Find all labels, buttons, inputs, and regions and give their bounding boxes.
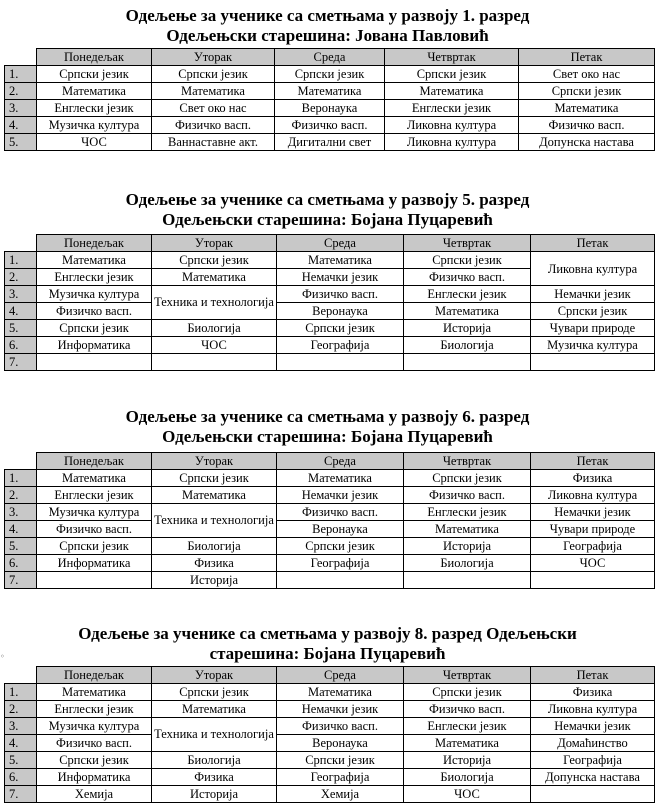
table-cell: Немачки језик (531, 504, 655, 521)
table-cell: Енглески језик (37, 269, 152, 286)
table-cell: Физичко васп. (277, 718, 404, 735)
day-header: Понедељак (37, 235, 152, 252)
table-cell: Српски језик (531, 303, 655, 320)
table-cell: Информатика (37, 337, 152, 354)
table-row (5, 100, 655, 117)
table-cell: Историја (404, 538, 531, 555)
table-row (5, 487, 655, 504)
table-cell: Техника и технологија (152, 718, 277, 752)
table-cell: Историја (152, 572, 277, 589)
table-cell: Српски језик (277, 752, 404, 769)
table-cell: Енглески језик (37, 100, 152, 117)
table-cell: Веронаука (277, 303, 404, 320)
paragraph-marker-icon: ◦ (0, 652, 5, 661)
table-row (5, 134, 655, 151)
table-cell: Хемија (37, 786, 152, 803)
table-cell: Енглески језик (385, 100, 519, 117)
table-cell (152, 354, 277, 371)
table-row (5, 701, 655, 718)
table-cell: Ликовна култура (531, 487, 655, 504)
period-number: 6. (5, 337, 37, 354)
table-cell: Ваннаставне акт. (152, 134, 275, 151)
table-cell (37, 572, 152, 589)
header-row (5, 235, 655, 252)
schedule-table-4 (4, 666, 655, 803)
period-number: 6. (5, 555, 37, 572)
table-cell: Физичко васп. (519, 117, 655, 134)
table-cell: Српски језик (404, 470, 531, 487)
table-cell: Српски језик (519, 83, 655, 100)
table-cell: Дигитални свет (275, 134, 385, 151)
table-cell: Допунска настава (519, 134, 655, 151)
table-cell: Музичка култура (37, 286, 152, 303)
table-cell: Физика (531, 684, 655, 701)
table-cell: Географија (277, 337, 404, 354)
table-cell: Српски језик (404, 252, 531, 269)
table-cell: Математика (277, 470, 404, 487)
table-cell: Немачки језик (277, 701, 404, 718)
table-cell: Информатика (37, 769, 152, 786)
table-cell: Физика (152, 555, 277, 572)
table-row (5, 354, 655, 371)
table-row (5, 504, 655, 521)
table-cell: Математика (404, 735, 531, 752)
table-row (5, 117, 655, 134)
table-cell: Српски језик (277, 320, 404, 337)
period-number: 4. (5, 521, 37, 538)
corner-cell (5, 453, 37, 470)
schedule-table-3 (4, 452, 655, 589)
schedule-table-1 (4, 48, 655, 151)
corner-cell (5, 667, 37, 684)
table-cell: Немачки језик (531, 718, 655, 735)
table-cell: Свет око нас (519, 66, 655, 83)
table-cell: Српски језик (404, 684, 531, 701)
table-cell: Географија (531, 538, 655, 555)
table-cell: Српски језик (385, 66, 519, 83)
table-row (5, 252, 655, 269)
day-header: Уторак (152, 667, 277, 684)
day-header: Четвртак (385, 49, 519, 66)
table-cell: Физичко васп. (404, 487, 531, 504)
table-cell: Биологија (404, 555, 531, 572)
table-cell: ЧОС (404, 786, 531, 803)
table-cell (277, 572, 404, 589)
table-cell: Допунска настава (531, 769, 655, 786)
period-number: 7. (5, 786, 37, 803)
day-header: Понедељак (37, 453, 152, 470)
table-cell: Чувари природе (531, 320, 655, 337)
table-cell: Српски језик (277, 538, 404, 555)
table-cell: Техника и технологија (152, 286, 277, 320)
table-row (5, 303, 655, 320)
table-row (5, 572, 655, 589)
section-title: Одељење за ученике са сметњама у развоју 8. разред Одељењски (78, 624, 577, 643)
table-cell: Физичко васп. (37, 303, 152, 320)
table-row (5, 320, 655, 337)
table-row (5, 538, 655, 555)
table-cell: Математика (385, 83, 519, 100)
section-subtitle: Одељењски старешина: Бојана Пуцаревић (162, 427, 493, 446)
day-header: Понедељак (37, 49, 152, 66)
schedule-table-2 (4, 234, 655, 371)
table-row (5, 718, 655, 735)
table-cell: Веронаука (277, 735, 404, 752)
table-cell: Ликовна култура (531, 701, 655, 718)
table-cell: Српски језик (152, 684, 277, 701)
table-cell: Немачки језик (277, 487, 404, 504)
header-row (5, 49, 655, 66)
period-number: 2. (5, 83, 37, 100)
table-cell: Чувари природе (531, 521, 655, 538)
table-cell: Математика (275, 83, 385, 100)
day-header: Четвртак (404, 235, 531, 252)
day-header: Среда (275, 49, 385, 66)
table-cell: Домаћинство (531, 735, 655, 752)
period-number: 1. (5, 684, 37, 701)
table-cell: Математика (37, 684, 152, 701)
table-cell: Географија (277, 769, 404, 786)
table-cell: Музичка култура (37, 718, 152, 735)
period-number: 4. (5, 735, 37, 752)
day-header: Уторак (152, 453, 277, 470)
table-row (5, 83, 655, 100)
table-cell (531, 786, 655, 803)
table-cell: Математика (152, 701, 277, 718)
period-number: 7. (5, 572, 37, 589)
day-header: Петак (531, 453, 655, 470)
table-cell: Математика (37, 252, 152, 269)
period-number: 1. (5, 252, 37, 269)
table-row (5, 470, 655, 487)
table-cell: Свет око нас (152, 100, 275, 117)
table-cell: Музичка култура (37, 117, 152, 134)
table-cell: Српски језик (152, 470, 277, 487)
table-cell: Ликовна култура (531, 252, 655, 286)
period-number: 2. (5, 701, 37, 718)
table-cell: Енглески језик (404, 286, 531, 303)
table-cell: Музичка култура (37, 504, 152, 521)
table-cell (404, 354, 531, 371)
header-row (5, 667, 655, 684)
table-cell: Веронаука (277, 521, 404, 538)
section-subtitle: старешина: Бојана Пуцаревић (209, 644, 446, 663)
period-number: 7. (5, 354, 37, 371)
period-number: 3. (5, 100, 37, 117)
section-subtitle: Одељењски старешина: Јована Павловић (166, 26, 489, 45)
table-cell: Математика (519, 100, 655, 117)
schedule-section-1 (0, 6, 655, 46)
day-header: Среда (277, 453, 404, 470)
period-number: 4. (5, 303, 37, 320)
table-cell (531, 572, 655, 589)
table-cell: Математика (277, 684, 404, 701)
period-number: 3. (5, 504, 37, 521)
period-number: 5. (5, 320, 37, 337)
day-header: Среда (277, 235, 404, 252)
table-cell: Српски језик (37, 320, 152, 337)
period-number: 1. (5, 470, 37, 487)
table-cell: Физичко васп. (152, 117, 275, 134)
period-number: 2. (5, 269, 37, 286)
table-cell (531, 354, 655, 371)
table-row (5, 735, 655, 752)
table-cell: Математика (37, 470, 152, 487)
table-cell: Физика (152, 769, 277, 786)
table-cell: Српски језик (37, 66, 152, 83)
day-header: Среда (277, 667, 404, 684)
table-cell: Географија (531, 752, 655, 769)
period-number: 5. (5, 134, 37, 151)
table-row (5, 286, 655, 303)
table-cell: Математика (404, 303, 531, 320)
table-cell: Физичко васп. (275, 117, 385, 134)
period-number: 6. (5, 769, 37, 786)
day-header: Петак (519, 49, 655, 66)
table-cell: Биологија (404, 769, 531, 786)
day-header: Уторак (152, 235, 277, 252)
schedule-section-2 (0, 190, 655, 230)
table-cell (37, 354, 152, 371)
table-cell: Хемија (277, 786, 404, 803)
table-cell: Техника и технологија (152, 504, 277, 538)
table-cell: Биологија (404, 337, 531, 354)
table-cell: Физичко васп. (277, 504, 404, 521)
day-header: Четвртак (404, 667, 531, 684)
day-header: Понедељак (37, 667, 152, 684)
table-cell: Енглески језик (37, 487, 152, 504)
day-header: Четвртак (404, 453, 531, 470)
table-cell: Историја (404, 320, 531, 337)
table-cell: Биологија (152, 320, 277, 337)
table-cell: ЧОС (531, 555, 655, 572)
period-number: 5. (5, 752, 37, 769)
table-cell: ЧОС (152, 337, 277, 354)
period-number: 3. (5, 286, 37, 303)
period-number: 4. (5, 117, 37, 134)
day-header: Уторак (152, 49, 275, 66)
table-row (5, 769, 655, 786)
table-cell: Математика (152, 83, 275, 100)
section-subtitle: Одељењски старешина: Бојана Пуцаревић (162, 210, 493, 229)
table-row (5, 521, 655, 538)
table-cell: Математика (37, 83, 152, 100)
table-cell: Веронаука (275, 100, 385, 117)
table-row (5, 555, 655, 572)
table-cell: Физичко васп. (37, 735, 152, 752)
table-cell: ЧОС (37, 134, 152, 151)
section-title: Одељење за ученике са сметњама у развоју 1. разред (125, 6, 530, 25)
section-title: Одељење за ученике са сметњама у развоју 6. разред (125, 407, 530, 426)
corner-cell (5, 235, 37, 252)
schedule-section-4 (0, 624, 655, 664)
table-cell: Ликовна култура (385, 134, 519, 151)
table-cell: Ликовна култура (385, 117, 519, 134)
table-cell: Географија (277, 555, 404, 572)
table-cell: Српски језик (152, 66, 275, 83)
period-number: 3. (5, 718, 37, 735)
table-row (5, 66, 655, 83)
table-cell: Српски језик (152, 252, 277, 269)
table-cell: Енглески језик (404, 504, 531, 521)
period-number: 5. (5, 538, 37, 555)
table-cell: Историја (404, 752, 531, 769)
table-cell: Физичко васп. (37, 521, 152, 538)
table-row (5, 786, 655, 803)
table-cell: Математика (152, 487, 277, 504)
table-row (5, 684, 655, 701)
day-header: Петак (531, 235, 655, 252)
period-number: 2. (5, 487, 37, 504)
table-cell: Информатика (37, 555, 152, 572)
table-cell: Музичка култура (531, 337, 655, 354)
table-cell: Српски језик (37, 538, 152, 555)
period-number: 1. (5, 66, 37, 83)
table-cell: Енглески језик (404, 718, 531, 735)
table-row (5, 337, 655, 354)
table-cell: Српски језик (275, 66, 385, 83)
section-title: Одељење за ученике са сметњама у развоју 5. разред (125, 190, 530, 209)
header-row (5, 453, 655, 470)
table-cell: Физичко васп. (277, 286, 404, 303)
table-cell: Математика (277, 252, 404, 269)
table-cell: Физичко васп. (404, 269, 531, 286)
table-cell: Физичко васп. (404, 701, 531, 718)
table-cell: Немачки језик (531, 286, 655, 303)
table-cell: Математика (404, 521, 531, 538)
table-cell: Енглески језик (37, 701, 152, 718)
table-cell: Српски језик (37, 752, 152, 769)
table-cell: Немачки језик (277, 269, 404, 286)
corner-cell (5, 49, 37, 66)
day-header: Петак (531, 667, 655, 684)
table-cell: Биологија (152, 538, 277, 555)
schedule-section-3 (0, 407, 655, 447)
table-row (5, 752, 655, 769)
table-cell: Математика (152, 269, 277, 286)
table-cell: Историја (152, 786, 277, 803)
table-cell (404, 572, 531, 589)
table-cell (277, 354, 404, 371)
table-cell: Биологија (152, 752, 277, 769)
table-cell: Физика (531, 470, 655, 487)
